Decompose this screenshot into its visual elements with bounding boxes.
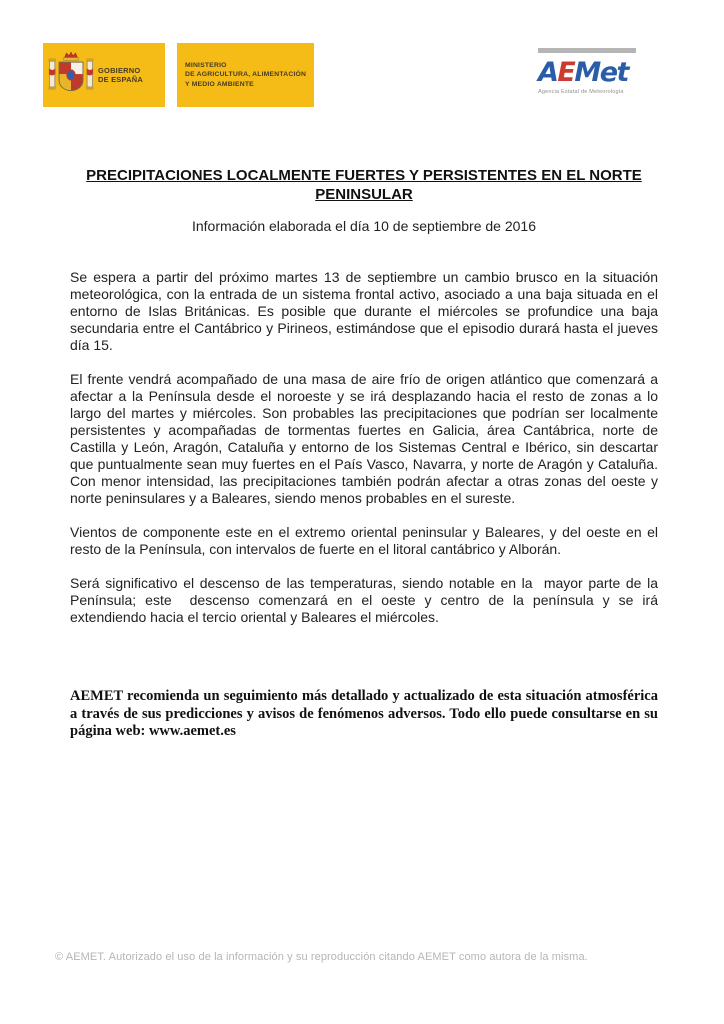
spain-coat-of-arms-icon	[48, 50, 94, 100]
paragraph-temperatures: Será significativo el descenso de las temperaturas, siendo notable en la mayor parte de la Península; este descenso comenzará en el oeste y centro de la península y se irá extendiendo hacia el tercio oriental y Baleares el miércoles.	[70, 575, 662, 625]
aemet-letters-met: Met	[574, 57, 628, 88]
document-title	[70, 166, 658, 204]
paragraph-synoptic-situation: Se espera a partir del próximo martes 13 de septiembre un cambio brusco en la situación meteorológica, con la entrada de un sistema frontal activo, asociado a una baja situada en el entorno de Islas Británicas. Es posible que durante el miércoles se profundice una baja secundaria entre el Cantábrico y Pirineos, estimándose que el episodio durará hasta el jueves día 15.	[70, 269, 662, 353]
ministerio-logo-text	[177, 43, 314, 107]
aemet-letter-e: E	[557, 57, 575, 88]
aemet-logo-wordmark	[538, 58, 638, 88]
ministerio-line1: MINISTERIO	[185, 61, 227, 69]
document-content	[70, 166, 662, 755]
aemet-logo-gray-bar	[538, 48, 636, 53]
document-subtitle: Información elaborada el día 10 de septiembre de 2016	[191, 218, 536, 234]
aemet-logo	[538, 48, 638, 95]
aemet-logo-tagline: Agencia Estatal de Meteorología	[538, 89, 624, 95]
aemet-recommendation-paragraph: AEMET recomienda un seguimiento más detallado y actualizado de esta situación atmosférica a través de sus predicciones y avisos de fenómenos adversos. Todo ello puede consultarse en su página web: www.aemet.es	[70, 688, 658, 739]
gobierno-line2: DE ESPAÑA	[98, 75, 144, 84]
document-body	[70, 269, 662, 626]
aemet-letter-a: A	[538, 57, 558, 88]
gobierno-logo-text	[98, 66, 143, 84]
copyright-footer: © AEMET. Autorizado el uso de la información y su reproducción citando AEMET como autora de la misma.	[55, 951, 588, 963]
ministerio-line2: DE AGRICULTURA, ALIMENTACIÓN	[185, 71, 307, 79]
gobierno-espana-logo	[43, 43, 314, 107]
gobierno-logo-left-block	[43, 43, 165, 107]
ministerio-line3: Y MEDIO AMBIENTE	[185, 80, 254, 88]
document-title-line2: PENINSULAR	[315, 186, 413, 203]
gobierno-logo-divider	[165, 43, 177, 107]
gobierno-line1: GOBIERNO	[98, 66, 141, 75]
paragraph-precipitation-areas: El frente vendrá acompañado de una masa de aire frío de origen atlántico que comenzará a afectar a la Península desde el noroeste y se irá desplazando hacia el resto de zonas a lo largo del martes y miércoles. Son probables las precipitaciones que podrían ser localmente persistentes y acompañadas de tormentas fuertes en Galicia, área Cantábrica, norte de Castilla y León, Aragón, Cataluña y entorno de los Sistemas Central e Ibérico, sin descartar que puntualmente sean muy fuertes en el País Vasco, Navarra, y norte de Aragón y Cataluña. Con menor intensidad, las precipitaciones también podrán afectar a otras zonas del oeste y norte peninsulares y a Baleares, siendo menos probables en el sureste.	[70, 371, 662, 506]
paragraph-winds: Vientos de componente este en el extremo oriental peninsular y Baleares, y del oeste en el resto de la Península, con intervalos de fuerte en el litoral cantábrico y Alborán.	[70, 524, 662, 557]
document-title-line1: PRECIPITACIONES LOCALMENTE FUERTES Y PERSISTENTES EN EL NORTE	[86, 167, 642, 184]
